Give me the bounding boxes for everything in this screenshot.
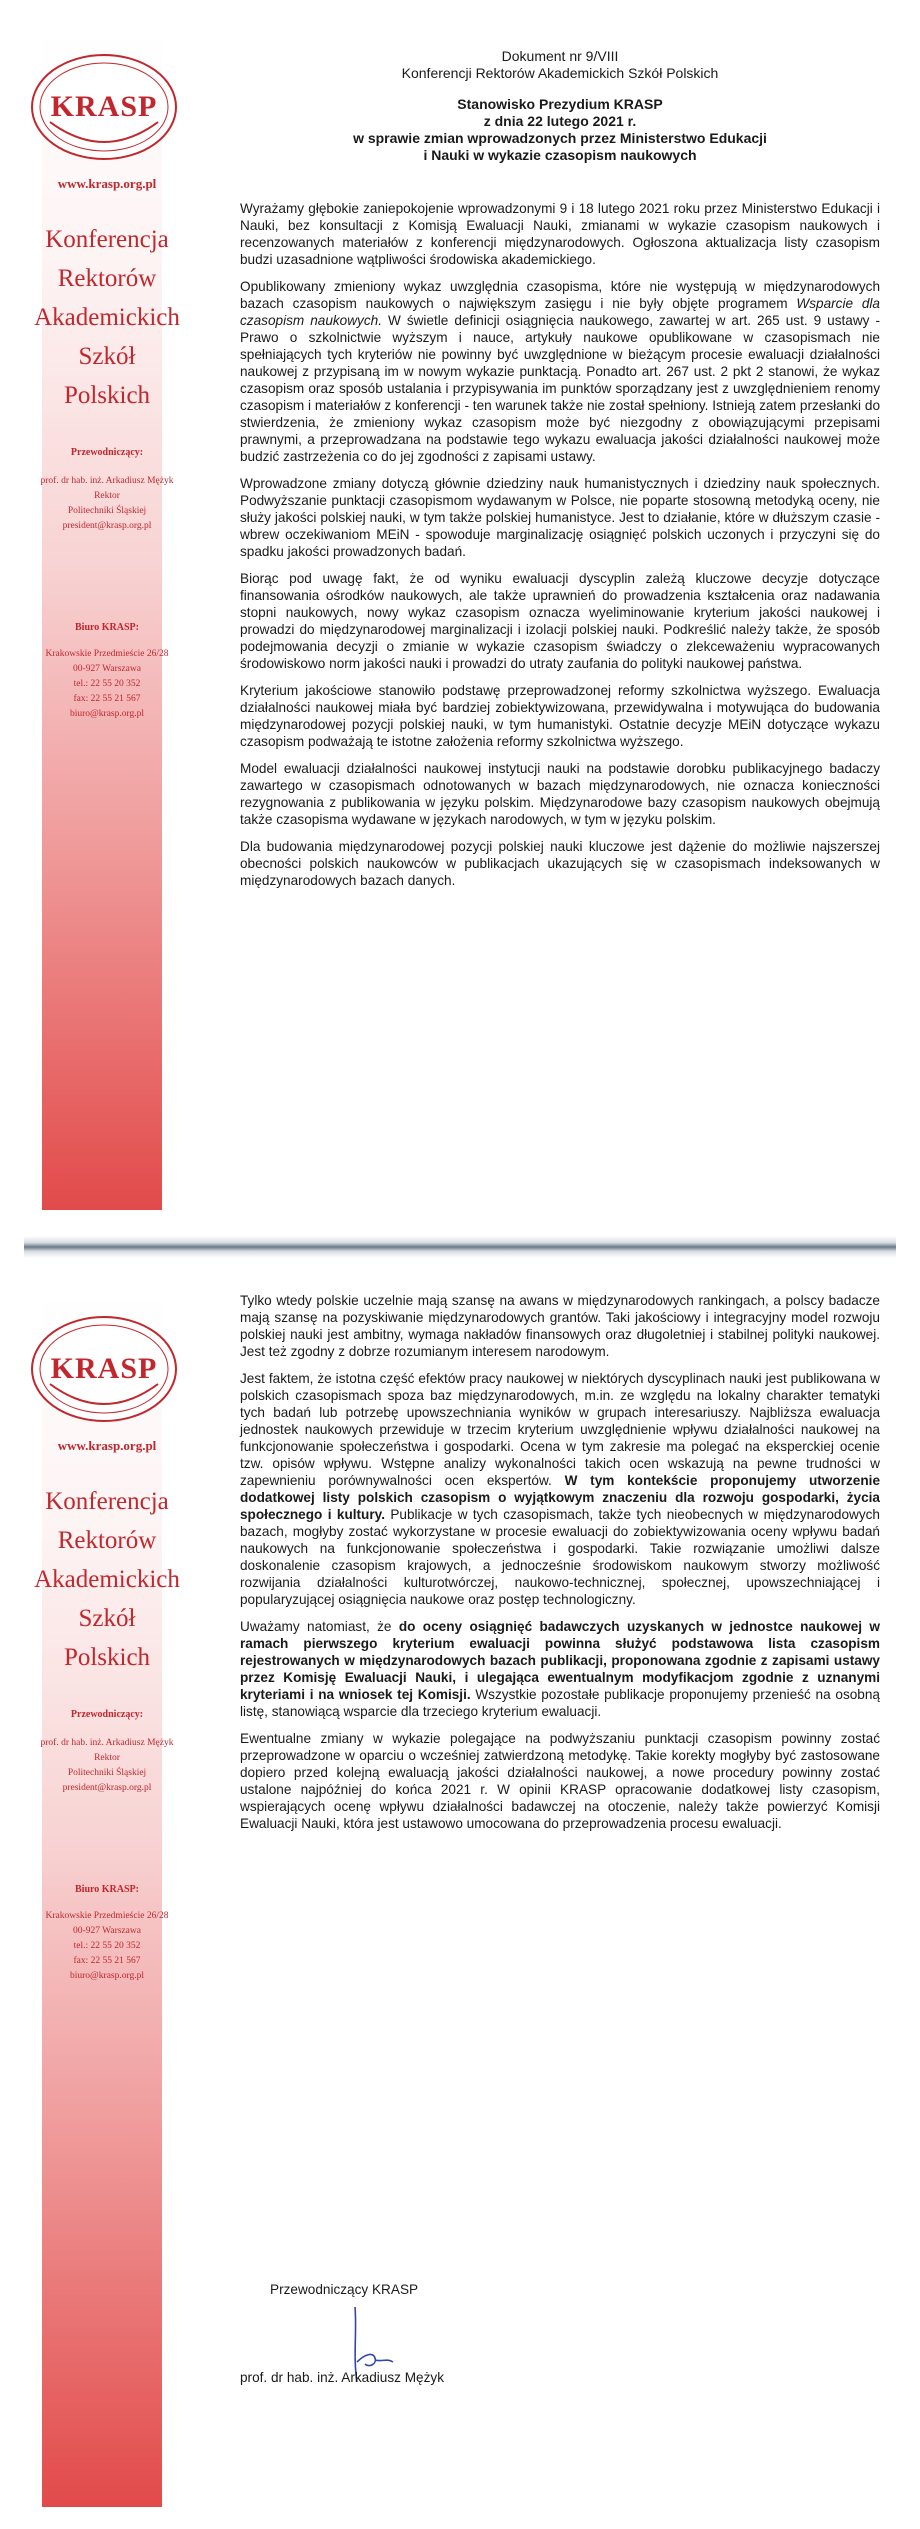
chair-title: Rektor	[94, 491, 120, 501]
chair-details	[22, 1736, 192, 1796]
office-email: biuro@krasp.org.pl	[69, 709, 144, 719]
org-name-line: Konferencja	[45, 1488, 169, 1515]
paragraph: Ewentualne zmiany w wykazie polegające na podwyższaniu punktacji czasopism powinny zostać przeprowadzone w oparciu o wcześniej zatwierdzoną metodykę. Takie korekty mogłyby być zastosowane dopiero przed kolejną ewaluacją jakości działalności naukowej, a nowe procedury powinny zostać ustalone najpóźniej do końca 2021 r. W opinii KRASP opracowanie dodatkowej listy czasopism, wspierających ocenę wpływu działalności badawczej na otoczenie, należy także powierzyć Komisji Ewaluacji Nauki, która jest ustawowo umocowana do przeprowadzenia procesu ewaluacji.	[240, 1731, 880, 1831]
office-details	[22, 647, 192, 722]
sidebar-gradient-bar	[42, 32, 162, 1210]
page-1-body	[240, 200, 880, 899]
org-name-line: Szkół	[78, 343, 136, 370]
website-url: www.krasp.org.pl	[57, 1438, 157, 1453]
paragraph: Wyrażamy głębokie zaniepokojenie wprowadzonymi 9 i 18 lutego 2021 roku przez Ministerstwo Edukacji i Nauki, bez konsultacji z Komisją Ewaluacji Nauki, zmianami w wykazie czasopism naukowych i recenzowanych materiałów z konferencji międzynarodowych. Ogłoszona aktualizacja listy czasopism budzi uzasadnione wątpliwości środowiska akademickiego.	[240, 201, 880, 267]
chair-heading: Przewodniczący:	[70, 447, 144, 458]
office-city: 00-927 Warszawa	[73, 664, 141, 674]
paragraph-text: Uważamy natomiast, że	[240, 1619, 399, 1634]
office-fax: fax: 22 55 21 567	[73, 694, 141, 704]
sidebar-gradient-bar	[42, 1294, 162, 2507]
conference-name: Konferencji Rektorów Akademickich Szkół Polskich	[401, 65, 719, 81]
paragraph	[240, 1370, 880, 1608]
chair-title: Rektor	[94, 1753, 120, 1763]
title-line: i Nauki w wykazie czasopism naukowych	[423, 147, 697, 163]
program-name: Wsparcie dla czasopism naukowych.	[240, 296, 880, 328]
paragraph	[240, 278, 880, 465]
office-fax: fax: 22 55 21 567	[73, 1956, 141, 1966]
org-name-line: Szkół	[78, 1605, 136, 1632]
office-phone: tel.: 22 55 20 352	[73, 1941, 141, 1951]
logo-wordmark: KRASP	[50, 90, 158, 123]
chair-university: Politechniki Śląskiej	[67, 506, 147, 516]
signature-role: Przewodniczący KRASP	[270, 2282, 419, 2297]
chair-name: prof. dr hab. inż. Arkadiusz Mężyk	[40, 1738, 174, 1748]
chair-email: president@krasp.org.pl	[62, 1783, 152, 1793]
krasp-logo	[26, 1304, 182, 1434]
title-line: Stanowisko Prezydium KRASP	[457, 96, 663, 112]
org-name-line: Akademickich	[34, 304, 180, 331]
paragraph: Dla budowania międzynarodowej pozycji polskiej nauki kluczowe jest dążenie do możliwie najszerszej obecności polskich naukowców w publikacjach ukazujących się w czasopismach indeksowanych w międzynarodowych bazach danych.	[240, 839, 880, 888]
office-email: biuro@krasp.org.pl	[69, 1971, 144, 1981]
office-details	[22, 1909, 192, 1984]
title-line: w sprawie zmian wprowadzonych przez Ministerstwo Edukacji	[353, 130, 767, 146]
title-line: z dnia 22 lutego 2021 r.	[483, 113, 637, 129]
page-2-body	[240, 1292, 880, 1842]
paragraph: Model ewaluacji działalności naukowej instytucji nauki na podstawie dorobku publikacyjnego badaczy zawartego w czasopismach odnotowanych w bazach międzynarodowych, nie oznacza konieczności rezygnowania z publikowania w języku polskim. Międzynarodowe bazy czasopism naukowych obejmują także czasopisma wydawane w językach narodowych, w tym w języku polskim.	[240, 761, 880, 827]
paragraph: Biorąc pod uwagę fakt, że od wyniku ewaluacji dyscyplin zależą kluczowe decyzje dotyczące finansowania ośrodków naukowych, ale także uprawnień do prowadzenia kształcenia oraz nadawania stopni naukowych, nowy wykaz czasopism oznacza wyeliminowanie kryterium jakości naukowej i prowadzi do międzynarodowej marginalizacji i izolacji polskiej nauki. Podkreślić należy także, że sposób podejmowania decyzji o zmianie w wykazie czasopism świadczy o zlekceważeniu wypracowanych środowiskowo norm jakości nauki i prowadzi do utraty zaufania do polityki naukowej państwa.	[240, 571, 880, 671]
org-name-line: Rektorów	[57, 265, 157, 292]
org-name-line: Konferencja	[45, 226, 169, 253]
paragraph-text: Jest faktem, że istotna część efektów pracy naukowej w niektórych dyscyplinach nauki jest publikowana w polskich czasopismach spoza baz międzynarodowych, m.in. ze względu na lokalny charakter tematyki tych badań lub potrzebę upowszechniania wyników w grupach interesariuszy. Najbliższa ewaluacja jednostek naukowych przewiduje w trzecim kryterium uwzględnienie wpływu działalności naukowej na funkcjonowanie społeczeństwa i gospodarki. Ocena w tym zakresie ma polegać na eksperckiej ocenie tzw. opisów wpływu. Wstępne analizy wykonalności takich ocen wskazują na pewne trudności w zapewnieniu porównywalności ocen ekspertów.	[240, 1371, 880, 1488]
document-page-1	[0, 0, 920, 1232]
org-name-line: Polskich	[63, 382, 151, 409]
chair-details	[22, 474, 192, 534]
office-city: 00-927 Warszawa	[73, 1926, 141, 1936]
org-name-line: Akademickich	[34, 1566, 180, 1593]
paragraph-text: Wszystkie pozostałe publikacje proponujemy przenieść na osobną listę, stanowiącą wsparcie dla trzeciego kryterium ewaluacji.	[240, 1687, 880, 1719]
chair-email: president@krasp.org.pl	[62, 521, 152, 531]
office-heading: Biuro KRASP:	[75, 1884, 139, 1895]
org-name-line: Rektorów	[57, 1527, 157, 1554]
chair-university: Politechniki Śląskiej	[67, 1768, 147, 1778]
document-page-2	[0, 1262, 920, 2529]
proposal-highlight: W tym kontekście proponujemy utworzenie dodatkowej listy polskich czasopism o wyjątkowym znaczeniu dla rozwoju gospodarki, życia społecznego i kultury.	[240, 1473, 880, 1522]
organization-name	[22, 1482, 192, 1677]
page-divider	[24, 1236, 896, 1258]
chair-name: prof. dr hab. inż. Arkadiusz Mężyk	[40, 476, 174, 486]
signatory-name: prof. dr hab. inż. Arkadiusz Mężyk	[240, 2370, 444, 2385]
logo-wordmark: KRASP	[50, 1352, 158, 1385]
paragraph-text: Opublikowany zmieniony wykaz uwzględnia czasopisma, które nie występują w międzynarodowych bazach czasopism naukowych o największym zasięgu i nie były objęte programem	[240, 279, 880, 311]
website-url: www.krasp.org.pl	[57, 176, 157, 191]
statement-title	[240, 96, 880, 164]
office-address: Krakowskie Przedmieście 26/28	[45, 649, 169, 659]
paragraph: Kryterium jakościowe stanowiło podstawę przeprowadzonej reformy szkolnictwa wyższego. Ewaluacja działalności naukowej miała być bardziej zobiektywizowana, przewidywalna i motywująca do budowania międzynarodowej pozycji polskiej nauki, w tym humanistyki. Ostatnie decyzje MEiN dotyczące wykazu czasopism podważają te istotne założenia reformy szkolnictwa wyższego.	[240, 683, 880, 749]
chair-heading: Przewodniczący:	[70, 1709, 144, 1720]
paragraph: Wprowadzone zmiany dotyczą głównie dziedziny nauk humanistycznych i dziedziny nauk społecznych. Podwyższanie punktacji czasopismom wydawanym w Polsce, nie poparte stosowną metodyką oceny, nie służy jakości polskiej nauki, w tym także polskiej humanistyce. Jest to działanie, które w dłuższym czasie - wbrew oczekiwaniom MEiN - spowoduje marginalizację osiągnięć polskich uczonych i przyczyni się do spadku jakości prowadzonych badań.	[240, 476, 880, 559]
paragraph: Tylko wtedy polskie uczelnie mają szansę na awans w międzynarodowych rankingach, a polscy badacze mają szansę na pozyskiwanie międzynarodowych grantów. Taki jakościowy i integracyjny model rozwoju polskiej nauki jest ambitny, wymaga nakładów finansowych oraz długoletniej i stabilnej polityki naukowej. Jest też zgodny z dobrze rozumianym interesem narodowym.	[240, 1293, 880, 1359]
org-name-line: Polskich	[63, 1644, 151, 1671]
paragraph-text: W świetle definicji osiągnięcia naukowego, zawartej w art. 265 ust. 9 ustawy - Prawo o szkolnictwie wyższym i nauce, artykuły naukowe opublikowane w czasopismach nie spełniających tych kryteriów nie powinny być uwzględnione w bieżącym procesie ewaluacji działalności naukowej z przypisaną im w nowym wykazie punktacją. Ponadto art. 267 ust. 2 pkt 2 stanowi, że wykaz czasopism oraz sposób ustalania i przypisywania im punktów sporządzany jest z uwzględnieniem renomy czasopism i materiałów z konferencji - ten warunek także nie został spełniony. Istnieją zatem przesłanki do stwierdzenia, że zmieniony wykaz czasopism może być niezgodny z obowiązującymi przepisami prawnymi, a przeprowadzana na podstawie tego wykazu ewaluacja jakości działalności naukowej może budzić zastrzeżenia co do jej zgodności z zapisami ustawy.	[240, 313, 880, 464]
office-heading: Biuro KRASP:	[75, 622, 139, 633]
document-number: Dokument nr 9/VIII	[501, 48, 619, 64]
office-phone: tel.: 22 55 20 352	[73, 679, 141, 689]
krasp-logo	[26, 42, 182, 172]
paragraph	[240, 1618, 880, 1720]
organization-name	[22, 220, 192, 415]
document-header	[240, 48, 880, 164]
position-highlight: do oceny osiągnięć badawczych uzyskanych w jednostce naukowej w ramach pierwszego kryterium ewaluacji powinna służyć podstawowa lista czasopism rejestrowanych w międzynarodowych bazach publikacji, proponowana zgodnie z zapisami ustawy przez Komisję Ewaluacji Nauki, i ulegająca ewentualnym modyfikacjom zgodnie z uznanymi kryteriami i na wniosek tej Komisji.	[240, 1619, 880, 1702]
letterhead-sidebar	[22, 22, 192, 1210]
office-address: Krakowskie Przedmieście 26/28	[45, 1911, 169, 1921]
letterhead-sidebar	[22, 1284, 192, 2507]
paragraph-text: Publikacje w tych czasopismach, także tych nieobecnych w międzynarodowych bazach, mogłyby zostać wykorzystane w procesie ewaluacji do zobiektywizowania oceny wpływu badań naukowych na funkcjonowanie społeczeństwa i gospodarki. Takie rozwiązanie umożliwi dalsze doskonalenie czasopism krajowych, a jednocześnie środowiskom naukowym stworzy możliwość rozwijania działalności kulturotwórczej, naukowo-technicznej, społecznej, upowszechniającej i popularyzującej osiągnięcia naukowe oraz postęp technologiczny.	[240, 1507, 880, 1607]
